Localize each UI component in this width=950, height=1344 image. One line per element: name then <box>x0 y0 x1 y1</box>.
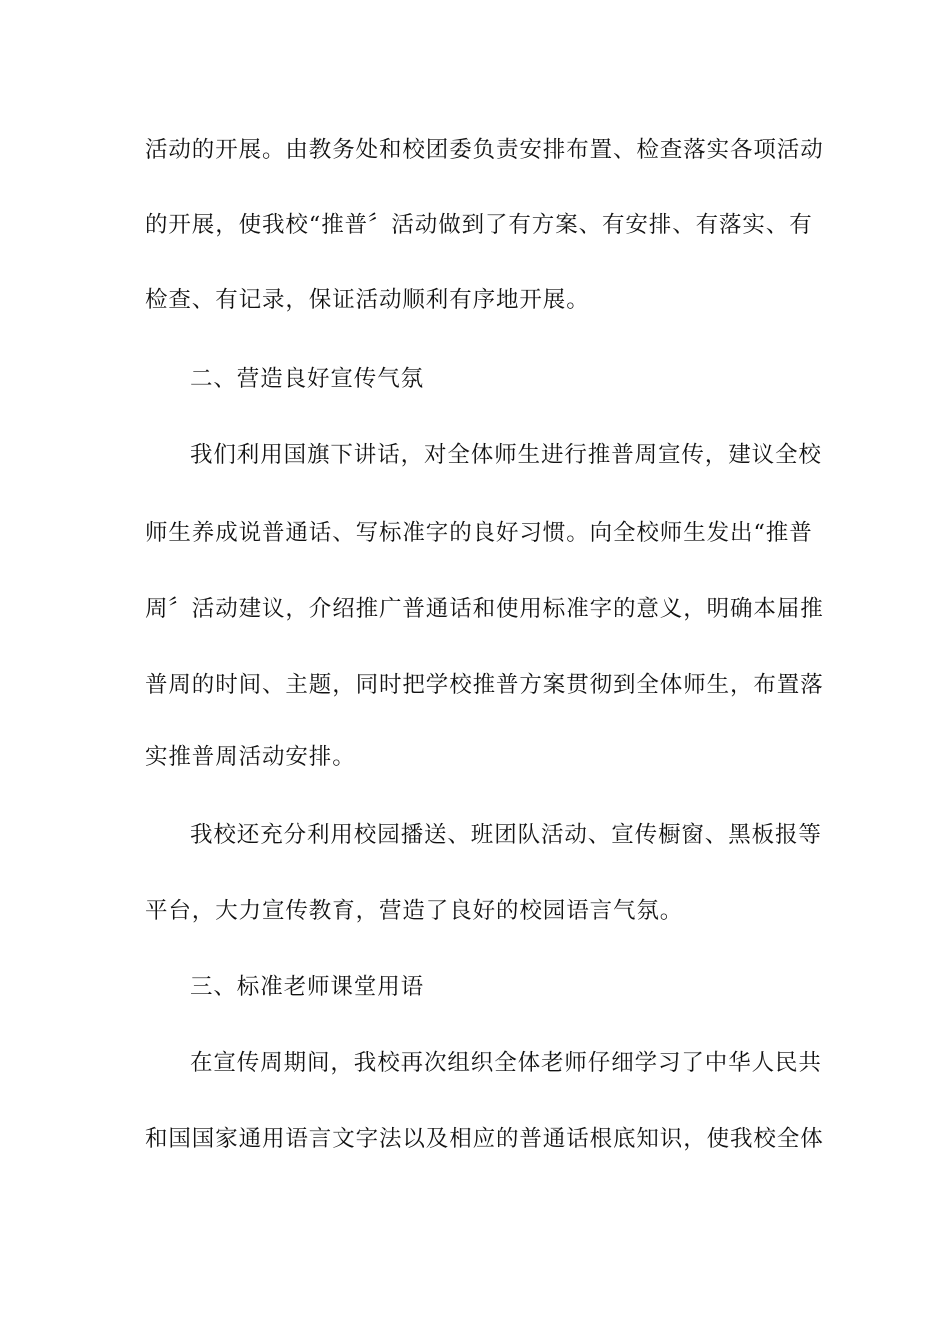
text-line: 我们利用国旗下讲话，对全体师生进行推普周宣传，建议全校 <box>190 442 822 468</box>
text-line: 在宣传周期间，我校再次组织全体老师仔细学习了中华人民共 <box>190 1050 822 1076</box>
text-line: 普周的时间、主题，同时把学校推普方案贯彻到全体师生，布置落 <box>145 672 824 698</box>
section-heading: 三、标准老师课堂用语 <box>190 974 425 1000</box>
text-line: 和国国家通用语言文字法以及相应的普通话根底知识，使我校全体 <box>145 1126 824 1152</box>
text-line: 检查、有记录，保证活动顺利有序地开展。 <box>145 287 590 313</box>
text-line: 的开展，使我校“推普〞活动做到了有方案、有安排、有落实、有 <box>145 212 813 238</box>
text-line: 平台，大力宣传教育，营造了良好的校园语言气氛。 <box>145 898 684 924</box>
text-line: 我校还充分利用校园播送、班团队活动、宣传橱窗、黑板报等 <box>190 822 822 848</box>
text-line: 实推普周活动安排。 <box>145 744 356 770</box>
text-line: 活动的开展。由教务处和校团委负责安排布置、检查落实各项活动 <box>145 137 824 163</box>
text-line: 师生养成说普通话、写标准字的良好习惯。向全校师生发出“推普 <box>145 520 813 546</box>
section-heading: 二、营造良好宣传气氛 <box>190 366 425 392</box>
text-line: 周〞活动建议，介绍推广普通话和使用标准字的意义，明确本届推 <box>145 596 824 622</box>
